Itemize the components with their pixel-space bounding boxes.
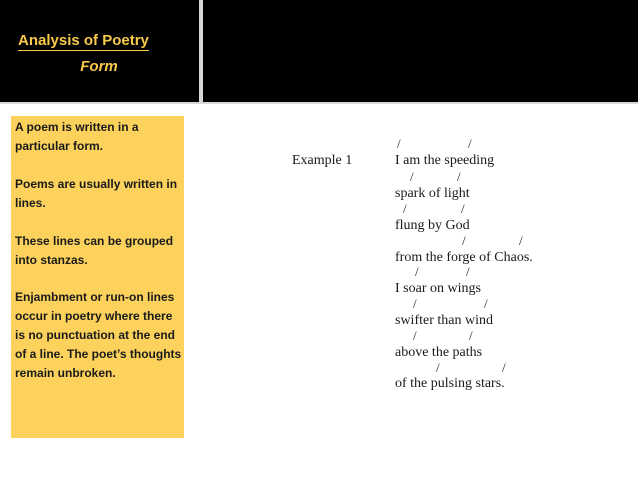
stress-mark: / (436, 360, 440, 375)
text-panel (11, 116, 184, 438)
stress-mark: / (410, 169, 414, 184)
stress-mark: / (502, 360, 506, 375)
stress-mark: / (457, 169, 461, 184)
poem-line: spark of light (395, 186, 470, 201)
stress-mark: / (462, 233, 466, 248)
stress-mark: / (397, 136, 401, 151)
stress-mark: / (413, 328, 417, 343)
stress-mark: / (468, 136, 472, 151)
stress-mark: / (461, 201, 465, 216)
stress-mark: / (415, 264, 419, 279)
poem-line: flung by God (395, 218, 470, 233)
stress-mark: / (413, 296, 417, 311)
stress-mark: / (484, 296, 488, 311)
panel-paragraph: Enjambment or run-on lines occur in poetry where there is no punctuation at the end of a line. The poet’s thoughts remain unbroken. (15, 290, 182, 380)
stress-mark: / (403, 201, 407, 216)
stress-mark: / (519, 233, 523, 248)
poem-line: of the pulsing stars. (395, 376, 505, 391)
title-area (0, 0, 198, 102)
slide-title: Analysis of Poetry (18, 32, 149, 49)
slide-subtitle: Form (80, 58, 118, 75)
header-right-area (203, 0, 638, 102)
stress-mark: / (469, 328, 473, 343)
horizontal-divider (0, 102, 638, 104)
poem-line: I soar on wings (395, 281, 481, 296)
stress-mark: / (466, 264, 470, 279)
poem-line: from the forge of Chaos. (395, 250, 533, 265)
poem-line: above the paths (395, 345, 483, 360)
panel-paragraph: These lines can be grouped into stanzas. (15, 234, 174, 267)
poem-line: swifter than wind (395, 313, 493, 328)
example-label: Example 1 (292, 153, 353, 168)
panel-paragraph: Poems are usually written in lines. (15, 177, 178, 210)
panel-paragraph: A poem is written in a particular form. (15, 120, 139, 153)
poem-line: I am the speeding (395, 153, 495, 168)
